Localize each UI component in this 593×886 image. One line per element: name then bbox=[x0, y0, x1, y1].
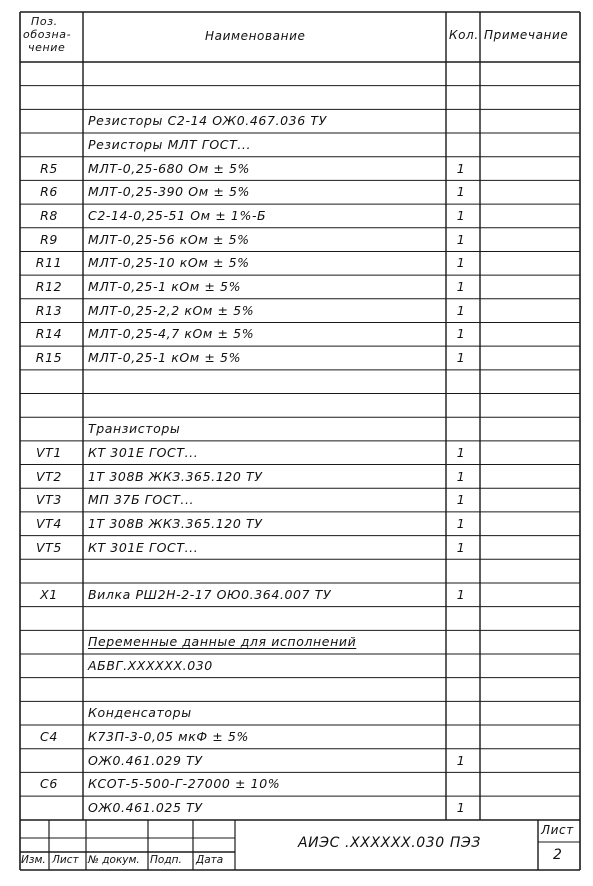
row-position: VT1 bbox=[36, 444, 62, 460]
row-quantity: 1 bbox=[456, 184, 466, 200]
tb-label-doc: № докум. bbox=[88, 854, 140, 866]
row-quantity: 1 bbox=[456, 800, 466, 816]
row-position: R8 bbox=[40, 208, 58, 224]
row-name: КСОТ-5-500-Г-27000 ± 10% bbox=[88, 776, 281, 792]
row-quantity: 1 bbox=[456, 326, 466, 342]
row-quantity: 1 bbox=[456, 231, 466, 247]
row-position: R12 bbox=[35, 279, 63, 295]
row-name: МЛТ-0,25-680 Ом ± 5% bbox=[88, 160, 251, 176]
row-name: Транзисторы bbox=[88, 421, 181, 437]
sheet-number: 2 bbox=[553, 847, 563, 863]
tb-label-date: Дата bbox=[196, 854, 224, 866]
row-position: X1 bbox=[40, 586, 58, 602]
row-name: КТ 301Е ГОСТ... bbox=[88, 539, 199, 555]
tb-label-list: Лист bbox=[52, 854, 79, 866]
row-quantity: 1 bbox=[456, 752, 466, 768]
row-quantity: 1 bbox=[456, 255, 466, 271]
row-name: Переменные данные для исполнений bbox=[88, 634, 357, 650]
row-name: МЛТ-0,25-4,7 кОм ± 5% bbox=[88, 326, 255, 342]
row-name: Вилка РШ2Н-2-17 ОЮ0.364.007 ТУ bbox=[88, 586, 332, 602]
row-quantity: 1 bbox=[456, 468, 466, 484]
row-position: R14 bbox=[35, 326, 63, 342]
row-quantity: 1 bbox=[456, 208, 466, 224]
row-name: АБВГ.XXXXXX.030 bbox=[88, 658, 213, 673]
row-quantity: 1 bbox=[456, 492, 466, 508]
row-position: C4 bbox=[40, 729, 58, 745]
row-position: VT3 bbox=[36, 492, 62, 508]
header-note: Примечание bbox=[484, 28, 569, 42]
row-name: Резисторы МЛТ ГОСТ... bbox=[88, 137, 252, 153]
row-name: К73П-3-0,05 мкФ ± 5% bbox=[88, 729, 249, 745]
sheet-label: Лист bbox=[541, 823, 574, 837]
header-pos-line2: обозна- bbox=[23, 28, 72, 41]
row-name: 1Т 308В ЖКЗ.365.120 ТУ bbox=[88, 468, 263, 484]
row-name: Резисторы С2-14 ОЖ0.467.036 ТУ bbox=[88, 113, 327, 129]
document-designation: АИЭС .XXXXXX.030 ПЭЗ bbox=[298, 835, 481, 851]
row-quantity: 1 bbox=[456, 279, 466, 295]
row-quantity: 1 bbox=[456, 444, 466, 460]
row-position: R9 bbox=[40, 231, 58, 247]
row-name: МЛТ-0,25-1 кОм ± 5% bbox=[88, 279, 242, 295]
row-name: КТ 301Е ГОСТ... bbox=[88, 444, 199, 460]
header-qty: Кол. bbox=[449, 28, 479, 42]
row-quantity: 1 bbox=[456, 586, 466, 602]
row-position: R15 bbox=[35, 350, 63, 366]
row-position: C6 bbox=[40, 776, 58, 792]
tb-label-sign: Подп. bbox=[150, 854, 182, 866]
row-position: R6 bbox=[40, 184, 58, 200]
row-quantity: 1 bbox=[456, 515, 466, 531]
row-position: R13 bbox=[35, 302, 63, 318]
row-quantity: 1 bbox=[456, 350, 466, 366]
row-quantity: 1 bbox=[456, 539, 466, 555]
row-position: VT2 bbox=[36, 468, 62, 484]
row-name: МЛТ-0,25-1 кОм ± 5% bbox=[88, 350, 242, 366]
header-pos-line1: Поз. bbox=[31, 15, 58, 28]
header-pos-line3: чение bbox=[28, 41, 66, 54]
row-name: ОЖ0.461.025 ТУ bbox=[88, 800, 203, 816]
tb-label-izm: Изм. bbox=[21, 854, 46, 866]
row-position: R5 bbox=[40, 160, 58, 176]
row-name: МП 37Б ГОСТ... bbox=[88, 492, 195, 508]
row-name: С2-14-0,25-51 Ом ± 1%-Б bbox=[88, 208, 267, 224]
row-quantity: 1 bbox=[456, 302, 466, 318]
header-name: Наименование bbox=[205, 29, 306, 43]
row-name: МЛТ-0,25-390 Ом ± 5% bbox=[88, 184, 251, 200]
row-position: VT5 bbox=[36, 539, 62, 555]
row-name: 1Т 308В ЖКЗ.365.120 ТУ bbox=[88, 515, 263, 531]
row-quantity: 1 bbox=[456, 160, 466, 176]
row-position: R11 bbox=[35, 255, 63, 271]
row-name: МЛТ-0,25-2,2 кОм ± 5% bbox=[88, 302, 255, 318]
row-name: МЛТ-0,25-10 кОм ± 5% bbox=[88, 255, 250, 271]
row-position: VT4 bbox=[36, 515, 62, 531]
row-name: ОЖ0.461.029 ТУ bbox=[88, 752, 203, 768]
row-name: МЛТ-0,25-56 кОм ± 5% bbox=[88, 231, 250, 247]
row-name: Конденсаторы bbox=[88, 705, 192, 721]
